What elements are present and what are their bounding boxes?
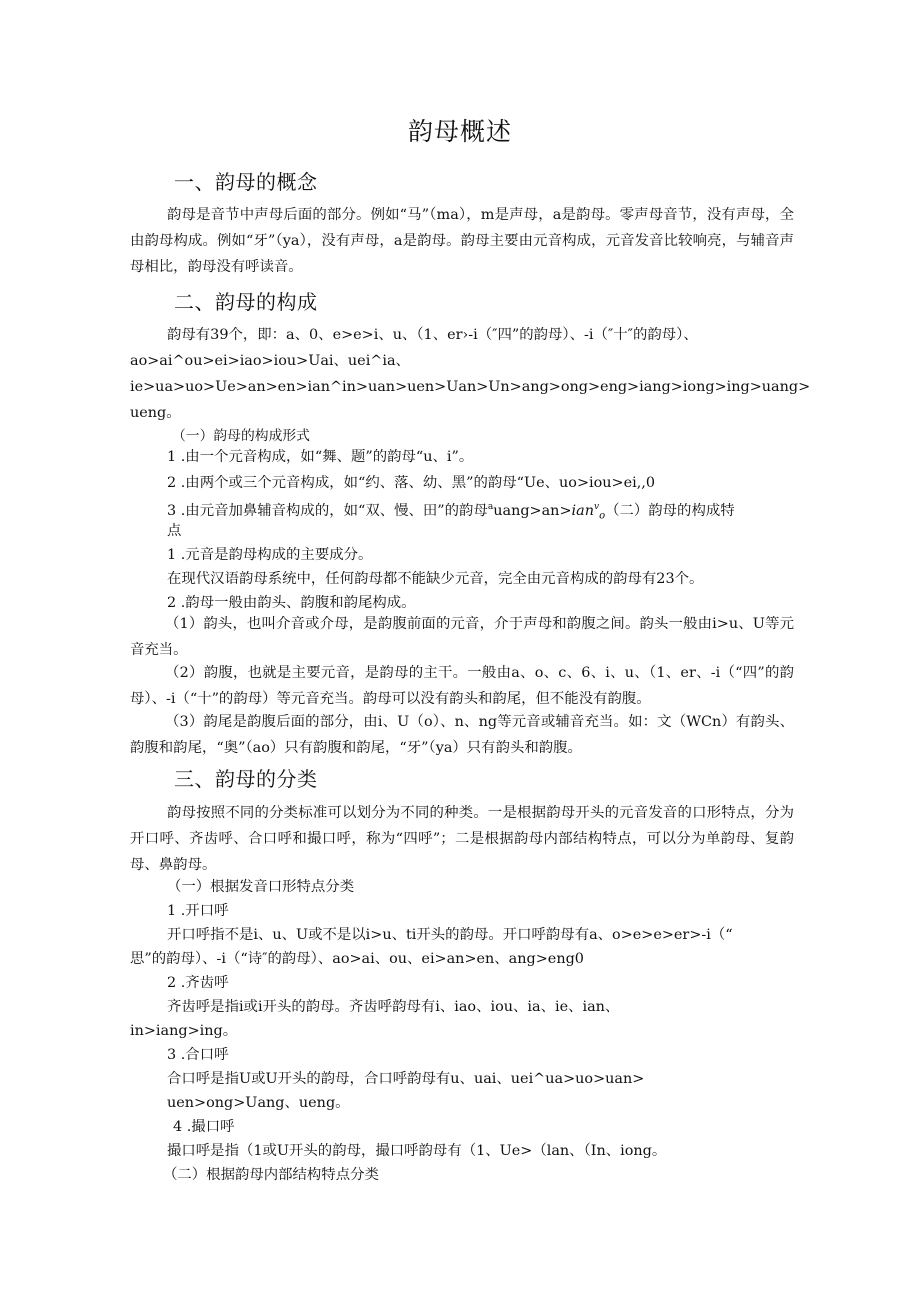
category-text: in>iang>ing。 (130, 1023, 238, 1039)
list-item-text: uang>an> (493, 502, 572, 519)
list-item: 1 .由一个元音构成，如“舞、题”的韵母“u、i”。 (167, 449, 474, 465)
list-item-text: ian (571, 502, 594, 519)
category-text: uen>ong>Uang、ueng。 (167, 1095, 350, 1111)
list-item-text: （二）韵母的构成特 (605, 502, 735, 519)
feature-text: 在现代汉语韵母系统中，任何韵母都不能缺少元音，完全由元音构成的韵母有23个。 (167, 571, 704, 587)
section-heading-classification: 三、韵母的分类 (174, 767, 318, 791)
list-item: 2 .由两个或三个元音构成，如“约、落、幼、黑”的韵母“Ue、uo>iou>ei,,0 (167, 475, 656, 491)
list-item-text: v (593, 502, 600, 512)
paragraph-line: ueng。 (130, 405, 181, 421)
feature-heading: 1 .元音是韵母构成的主要成分。 (167, 547, 373, 563)
list-item: 3 .由元音加鼻辅音构成的，如“双、慢、田”的韵母$^a$uang>an>ian$^v_o$（二）韵母的构成特 (167, 502, 735, 522)
subsection-heading-structure: （二）根据韵母内部结构特点分类 (163, 1167, 379, 1183)
category-label-kaikou: 1 .开口呼 (167, 903, 229, 919)
paragraph-yunfu: （2）韵腹，也就是主要元音，是韵母的主干。一般由a、o、c、6、i、u、（1、er、-i（“四”的韵母）、-i（“十”的韵母）等元音充当。韵母可以没有韵头和韵尾，但不能没有韵腹。 (130, 665, 794, 707)
list-item-continuation: 点 (167, 523, 182, 539)
subsection-heading-forms: （一）韵母的构成形式 (172, 428, 310, 444)
section-heading-concept: 一、韵母的概念 (174, 170, 318, 194)
page-title: 韵母概述 (407, 117, 512, 146)
category-label-hekou: 3 .合口呼 (167, 1047, 229, 1063)
paragraph-line: ie>ua>uo>Ue>an>en>ian^in>uan>uen>Uan>Un>ang>ong>eng>iang>iong>ing>uang> (130, 379, 811, 395)
paragraph-line: 韵母有39个，即：a、0、e>e>i、u、（1、er›-i（″四”的韵母）、-i（″十″的韵母）、 (167, 327, 698, 343)
section-heading-composition: 二、韵母的构成 (174, 290, 318, 314)
category-label-cuokou: 4 .撮口呼 (173, 1119, 235, 1135)
paragraph-classification: 韵母按照不同的分类标准可以划分为不同的种类。一是根据韵母开头的元音发音的口形特点，分为开口呼、齐齿呼、合口呼和撮口呼，称为“四呼”；二是根据韵母内部结构特点，可以分为单韵母、复韵母、鼻韵母。 (130, 805, 794, 873)
list-item-text: 3 .由元音加鼻辅音构成的，如“双、慢、田”的韵母 (167, 502, 488, 519)
category-text: 开口呼指不是i、u、U或不是以i>u、ti开头的韵母。开口呼韵母有a、o>e>e>er>-i（“ (167, 927, 733, 943)
paragraph-yuntou: （1）韵头，也叫介音或介母，是韵腹前面的元音，介于声母和韵腹之间。韵头一般由i>u、U等元音充当。 (130, 616, 794, 658)
category-text: 撮口呼是指（1或U开头的韵母，撮口呼韵母有（1、Ue>（lan、（In、iong。 (167, 1143, 667, 1159)
paragraph-yunwei: （3）韵尾是韵腹后面的部分，由i、U（o）、n、ng等元音或辅音充当。如：文（WCn）有韵头、韵腹和韵尾，“奥”（ao）只有韵腹和韵尾，“牙”（ya）只有韵头和韵腹。 (130, 714, 794, 756)
category-text: 合口呼是指U或U开头的韵母，合口呼韵母有u、uai、uei^ua>uo>uan> (167, 1071, 645, 1087)
category-label-qichi: 2 .齐齿呼 (167, 975, 229, 991)
category-text: 思”的韵母）、-i（“诗″的韵母）、ao>ai、ou、ei>an>en、ang>eng0 (130, 951, 584, 967)
category-text: 齐齿呼是指i或i开头的韵母。齐齿呼韵母有i、iao、iou、ia、ie、ian、 (167, 999, 620, 1015)
paragraph-concept: 韵母是音节中声母后面的部分。例如“马”（ma），m是声母，a是韵母。零声母音节，没有声母，全由韵母构成。例如“牙”（ya），没有声母，a是韵母。韵母主要由元音构成，元音发音比较响亮，与辅音声母相比，韵母没有呼读音。 (130, 207, 794, 275)
list-item-text: o (599, 510, 606, 522)
feature-heading: 2 .韵母一般由韵头、韵腹和韵尾构成。 (167, 595, 416, 611)
subsection-heading-mouth-shape: （一）根据发音口形特点分类 (167, 879, 355, 895)
paragraph-line: ao>ai^ou>ei>iao>iou>Uai、uei^ia、 (130, 353, 410, 369)
